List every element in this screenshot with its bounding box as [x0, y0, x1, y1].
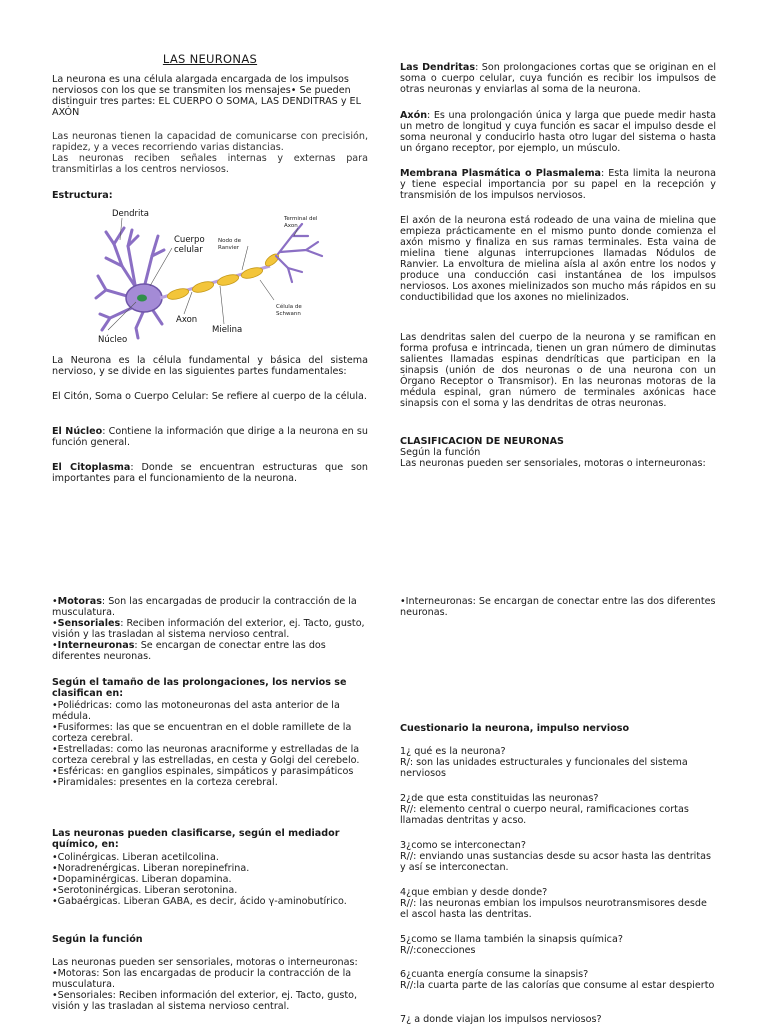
neuron-diagram	[92, 206, 328, 342]
capacidad-paragraph: Las neuronas tienen la capacidad de comunicarse con precisión, rapidez, y a veces recorriendo varias distancias. Las neuronas reciben señales internas y externas para transmitirlas a los centros nerviosos.	[52, 131, 368, 175]
clasificacion-heading: CLASIFICACION DE NEURONAS	[400, 436, 564, 447]
list-item: •Piramidales: presentes en la corteza cerebral.	[52, 777, 278, 788]
list-item: •Estrelladas: como las neuronas aracniforme y estrelladas de la corteza cerebral y las estrelladas, en cesta y Golgi del cerebelo.	[52, 744, 360, 766]
list-item: •Motoras: Son las encargadas de producir la contracción de la musculatura.	[52, 596, 357, 618]
membrana-paragraph: Membrana Plasmática o Plasmalema: Esta limita la neurona y tiene especial importancia por su papel en la recepción y transmisión de los impulsos nerviosos.	[400, 168, 716, 201]
citon-paragraph: El Citón, Soma o Cuerpo Celular: Se refiere al cuerpo de la célula.	[52, 391, 367, 402]
list-item: •Motoras: Son las encargadas de producir la contracción de la musculatura.	[52, 968, 352, 990]
myelin-sheath	[166, 252, 281, 302]
citoplasma-paragraph: El Citoplasma: Donde se encuentran estructuras que son importantes para el funcionamiento de la neurona.	[52, 462, 368, 484]
label-nodo-ranvier: Nodo de Ranvier	[218, 238, 241, 251]
qa-2: 2¿de que esta constituidas las neuronas? R//: elemento central o cuerpo neural, ramificaciones cortas llamadas dentritas y acso.	[400, 793, 689, 826]
qa-6: 6¿cuanta energía consume la sinapsis? R//:la cuarta parte de las calorías que consume al estar despierto	[400, 969, 715, 991]
estructura-heading: Estructura:	[52, 190, 113, 201]
list-item: •Sensoriales: Reciben información del exterior, ej. Tacto, gusto, visión y las trasladan al sistema nervioso central.	[52, 618, 365, 640]
axon-paragraph: Axón: Es una prolongación única y larga que puede medir hasta un metro de longitud y cuya función es sacar el impulso desde el soma neuronal y conducirlo hasta otro lugar del sistema o hasta un órgano receptor, por ejemplo, un músculo.	[400, 110, 716, 154]
label-cuerpo-celular: Cuerpo celular	[174, 235, 205, 255]
list-item: •Noradrenérgicas. Liberan norepinefrina.	[52, 863, 250, 874]
page-title: LAS NEURONAS	[162, 52, 258, 66]
mediador-heading: Las neuronas pueden clasificarse, según el mediador químico, en:	[52, 828, 340, 850]
nucleo-paragraph: El Núcleo: Contiene la información que dirige a la neurona en su función general.	[52, 426, 368, 448]
intro-paragraph: La neurona es una célula alargada encargada de los impulsos nerviosos con los que se transmiten los mensajes• Se pueden distinguir tres partes: EL CUERPO O SOMA, LAS DENDITRAS y EL AXÓN	[52, 74, 361, 118]
list-item: •Interneuronas: Se encargan de conectar entre las dos diferentes neuronas.	[52, 640, 326, 662]
mielina-paragraph: El axón de la neurona está rodeado de una vaina de mielina que empieza prácticamente en el mismo punto donde comienza el axón mismo y finaliza en sus ramas terminales. Esta vaina de mielina tiene algunas interrupciones llamadas Nódulos de Ranvier. La envoltura de mielina aísla al axón entre los nodos y produce una conducción casi instantánea de los impulsos nerviosos. Los axones mielinizados son mucho más rápidos en su conductibilidad que los axones no mielinizados.	[400, 215, 716, 303]
qa-4: 4¿que embian y desde donde? R//: las neuronas embian los impulsos neurotransmisores desde el ascol hasta las dentritas.	[400, 887, 707, 920]
dendritas-salen-paragraph: Las dendritas salen del cuerpo de la neurona y se ramifican en forma profusa e intrincada, tienen un gran número de diminutas salientes llamadas espinas dendríticas que participan en la sinapsis (unión de dos neuronas o de una neurona con un Órgano Receptor o Transmisor). En las neuronas motoras de la médula espinal, gran número de terminales axónicas hace sinapsis con el soma y las dendritas de otras neuronas.	[400, 332, 716, 409]
interneuronas-item: •Interneuronas: Se encargan de conectar entre las dos diferentes neuronas.	[400, 596, 716, 618]
mediador-list	[52, 852, 368, 907]
dendrites-shape	[96, 228, 164, 338]
clasificacion-section: CLASIFICACION DE NEURONAS Según la función Las neuronas pueden ser sensoriales, motoras o interneuronas:	[400, 436, 716, 469]
qa-1: 1¿ qué es la neurona? R/: son las unidades estructurales y funcionales del sistema nerviosos	[400, 746, 688, 779]
dendritas-paragraph: Las Dendritas: Son prolongaciones cortas que se originan en el soma o cuerpo celular, cuya función es recibir los impulsos de otras neuronas y enviarlas al soma de la neurona.	[400, 62, 716, 95]
axon-terminal-shape	[276, 224, 322, 282]
list-item: •Colinérgicas. Liberan acetilcolina.	[52, 852, 219, 863]
label-celula-schwann: Célula de Schwann	[276, 304, 302, 317]
funcion-heading: Según la función	[52, 934, 143, 945]
list-item: •Poliédricas: como las motoneuronas del asta anterior de la médula.	[52, 700, 340, 722]
nucleus-shape	[137, 295, 147, 302]
qa-7: 7¿ a donde viajan los impulsos nerviosos?	[400, 1014, 602, 1025]
neuron-types-list	[52, 596, 368, 662]
label-mielina: Mielina	[212, 325, 243, 335]
label-terminal-axon: Terminal del Axon	[284, 216, 318, 229]
list-item: •Esféricas: en ganglios espinales, simpáticos y parasimpáticos	[52, 766, 354, 777]
tamano-heading: Según el tamaño de las prolongaciones, los nervios se clasifican en:	[52, 677, 347, 699]
qa-3: 3¿como se interconectan? R//: enviando unas sustancias desde su acsor hasta las dentritas y así se interconectan.	[400, 840, 711, 873]
list-item: •Gabaérgicas. Liberan GABA, es decir, ácido γ-aminobutírico.	[52, 896, 347, 907]
list-item: •Dopaminérgicas. Liberan dopamina.	[52, 874, 232, 885]
funcion-paragraph: Las neuronas pueden ser sensoriales, motoras o interneuronas: •Motoras: Son las encargadas de producir la contracción de la musculatura. •Sensoriales: Reciben información del exterior, ej. Tacto, gusto, visión y las trasladan al sistema nervioso central.	[52, 957, 368, 1012]
list-item: •Sensoriales: Reciben información del exterior, ej. Tacto, gusto, visión y las trasladan al sistema nervioso central.	[52, 990, 358, 1012]
cuestionario-heading: Cuestionario la neurona, impulso nervioso	[400, 723, 630, 734]
list-item: •Fusiformes: las que se encuentran en el doble ramillete de la corteza cerebral.	[52, 722, 352, 744]
label-axon: Axon	[176, 315, 198, 325]
qa-5: 5¿como se llama también la sinapsis química? R//:conecciones	[400, 934, 623, 956]
neurona-fundamental-paragraph: La Neurona es la célula fundamental y básica del sistema nervioso, y se divide en las siguientes partes fundamentales:	[52, 355, 368, 377]
label-nucleo: Núcleo	[98, 335, 128, 342]
list-item: •Serotoninérgicas. Liberan serotonina.	[52, 885, 238, 896]
label-dendrita: Dendrita	[112, 209, 149, 219]
tamano-list	[52, 700, 368, 788]
